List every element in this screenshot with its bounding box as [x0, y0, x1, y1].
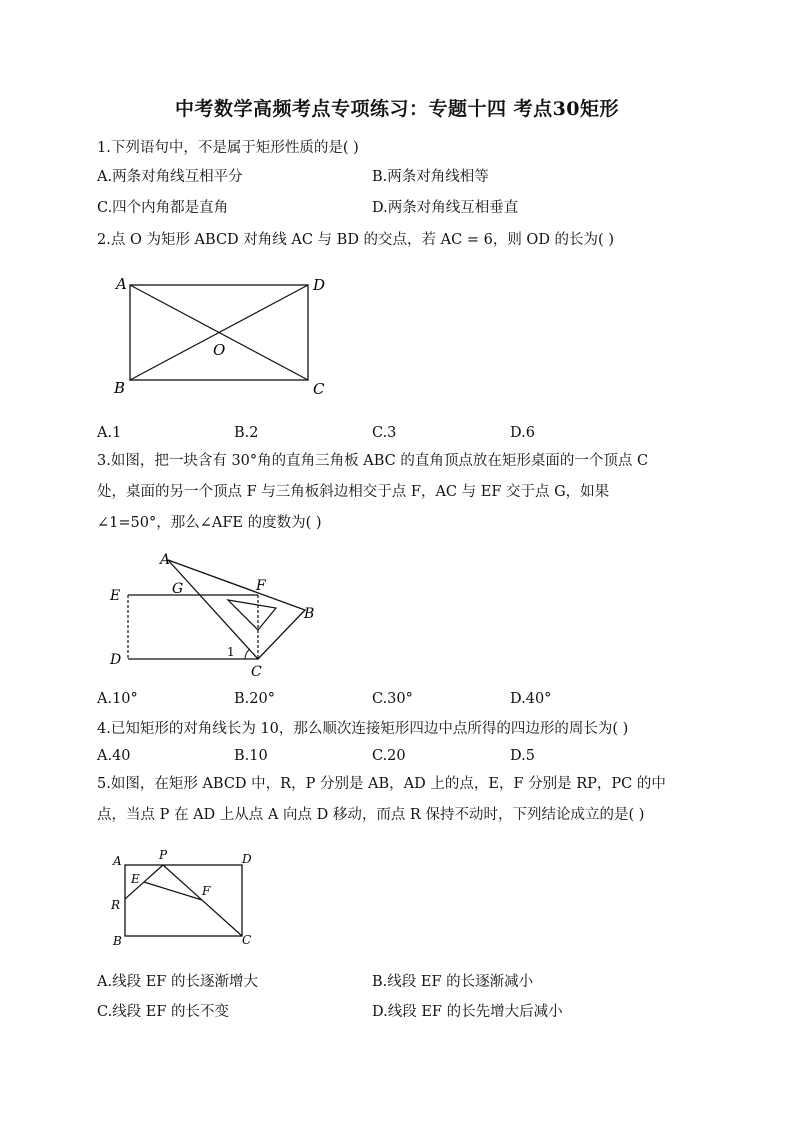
q2-label-a: A — [116, 275, 127, 293]
q3-triangle-figure — [100, 548, 330, 683]
q3-option-c[interactable]: C.30° — [372, 691, 413, 707]
q5-option-c[interactable]: C.线段 EF 的长不变 — [97, 1004, 230, 1020]
q3-option-d[interactable]: D.40° — [510, 691, 552, 707]
q3-label-d: D — [110, 652, 122, 668]
q5-label-d: D — [242, 852, 252, 866]
q5-label-r: R — [111, 898, 121, 912]
q1-option-a[interactable]: A.两条对角线互相平分 — [97, 169, 243, 185]
q3-label-c: C — [251, 664, 262, 680]
q5-rectangle-figure — [105, 845, 265, 950]
q5-option-a[interactable]: A.线段 EF 的长逐渐增大 — [97, 974, 258, 990]
q5-label-e: E — [131, 872, 140, 886]
q3-stem-line2: 处，桌面的另一个顶点 F 与三角板斜边相交于点 F，AC 与 EF 交于点 G，如果 — [97, 484, 610, 500]
q3-label-f: F — [256, 578, 266, 594]
q4-option-a[interactable]: A.40 — [97, 748, 131, 764]
q3-option-a[interactable]: A.10° — [97, 691, 138, 707]
q3-label-angle1: 1 — [227, 645, 235, 659]
q3-label-g: G — [172, 581, 184, 597]
q3-option-b[interactable]: B.20° — [234, 691, 275, 707]
page-title: 中考数学高频考点专项练习：专题十四 考点30矩形 — [174, 98, 620, 120]
q1-option-d[interactable]: D.两条对角线互相垂直 — [372, 200, 519, 216]
q2-rectangle-figure — [100, 268, 340, 408]
q5-label-f: F — [202, 884, 211, 898]
q5-stem-line2: 点，当点 P 在 AD 上从点 A 向点 D 移动，而点 R 保持不动时，下列结论成立的是( ) — [97, 807, 645, 823]
q5-option-b[interactable]: B.线段 EF 的长逐渐减小 — [372, 974, 534, 990]
q4-option-b[interactable]: B.10 — [234, 748, 268, 764]
q2-label-b: B — [114, 379, 126, 397]
q2-option-c[interactable]: C.3 — [372, 425, 397, 441]
q3-stem-line3: ∠1=50°，那么∠AFE 的度数为( ) — [97, 515, 322, 531]
q5-stem-line1: 5.如图，在矩形 ABCD 中，R，P 分别是 AB，AD 上的点，E，F 分别是 RP，PC 的中 — [97, 776, 666, 792]
q1-option-c[interactable]: C.四个内角都是直角 — [97, 200, 229, 216]
q5-label-p: P — [159, 848, 168, 862]
q3-label-e: E — [110, 588, 121, 604]
q2-option-a[interactable]: A.1 — [97, 425, 122, 441]
q5-option-d[interactable]: D.线段 EF 的长先增大后减小 — [372, 1004, 563, 1020]
q2-label-o: O — [213, 341, 226, 359]
q5-label-a: A — [113, 854, 122, 868]
q1-stem: 1.下列语句中，不是属于矩形性质的是( ) — [97, 140, 359, 156]
q2-stem: 2.点 O 为矩形 ABCD 对角线 AC 与 BD 的交点，若 AC = 6，则 OD 的长为( ) — [97, 232, 614, 248]
q2-label-c: C — [313, 380, 325, 398]
q3-label-b: B — [304, 606, 315, 622]
q2-option-b[interactable]: B.2 — [234, 425, 259, 441]
q2-option-d[interactable]: D.6 — [510, 425, 535, 441]
q1-option-b[interactable]: B.两条对角线相等 — [372, 169, 489, 185]
q3-stem-line1: 3.如图，把一块含有 30°角的直角三角板 ABC 的直角顶点放在矩形桌面的一个顶点 C — [97, 453, 649, 469]
q2-label-d: D — [313, 276, 326, 294]
q3-label-a: A — [160, 552, 171, 568]
q5-label-b: B — [113, 934, 122, 948]
q4-stem: 4.已知矩形的对角线长为 10，那么顺次连接矩形四边中点所得的四边形的周长为( ) — [97, 721, 629, 737]
q4-option-c[interactable]: C.20 — [372, 748, 406, 764]
q4-option-d[interactable]: D.5 — [510, 748, 535, 764]
q5-label-c: C — [242, 933, 252, 947]
